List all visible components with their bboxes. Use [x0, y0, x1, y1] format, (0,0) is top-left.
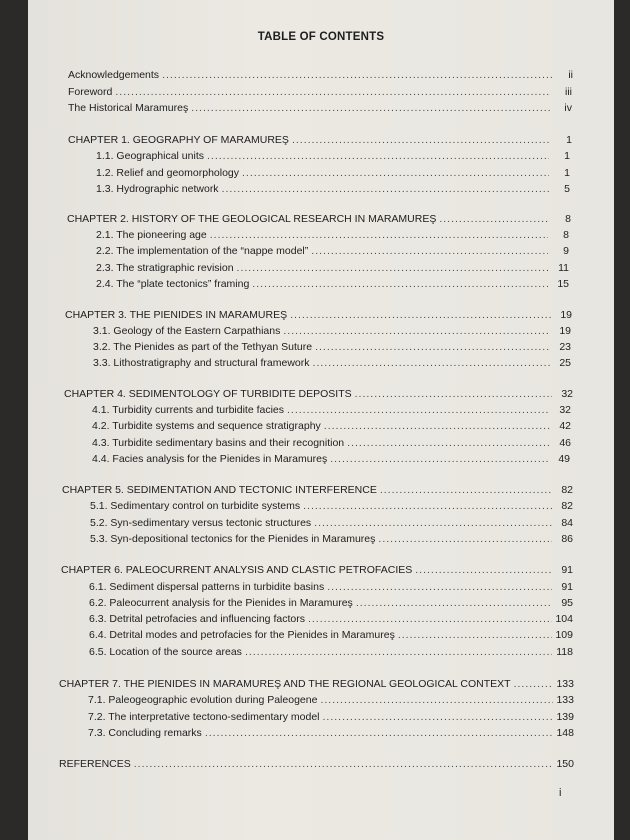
toc-entry [90, 516, 573, 530]
toc-entry [96, 166, 570, 180]
toc-entry [89, 596, 573, 610]
dot-leader [355, 387, 552, 401]
toc-entry-label: 4.3. Turbidite sedimentary basins and their recognition [92, 437, 345, 449]
toc-entry-label: 6.4. Detrital modes and petrofacies for the Pienides in Maramureş [89, 629, 395, 641]
toc-entry-label: CHAPTER 7. THE PIENIDES IN MARAMUREŞ AND THE REGIONAL GEOLOGICAL CONTEXT [59, 678, 511, 690]
dot-leader [252, 277, 548, 291]
dot-leader [162, 68, 552, 82]
toc-chapter-entry [62, 483, 573, 497]
toc-entry [68, 101, 572, 115]
toc-entry-page: 150 [556, 758, 574, 770]
toc-entry-page: 104 [555, 613, 573, 625]
toc-entry [68, 68, 573, 82]
toc-entry-page: 23 [559, 341, 571, 353]
dot-leader [378, 532, 552, 546]
toc-entry-page: iii [565, 86, 572, 98]
toc-entry [96, 149, 570, 163]
dot-leader [330, 452, 549, 466]
dot-leader [308, 612, 552, 626]
dot-leader [311, 244, 548, 258]
dot-leader [303, 499, 552, 513]
dot-leader [415, 563, 552, 577]
toc-entry-page: 91 [561, 581, 573, 593]
toc-entry [93, 324, 571, 338]
toc-entry-page: 19 [559, 325, 571, 337]
toc-entry-page: 133 [556, 694, 574, 706]
toc-entry-page: 46 [559, 437, 571, 449]
toc-entry-label: Acknowledgements [68, 69, 160, 81]
toc-entry-label: REFERENCES [59, 758, 131, 770]
toc-entry-page: iv [564, 102, 572, 114]
dot-leader [292, 133, 551, 147]
toc-chapter-entry [59, 677, 574, 691]
toc-chapter-entry [68, 133, 572, 147]
toc-entry-label: 4.4. Facies analysis for the Pienides in Maramureş [92, 453, 328, 465]
dot-leader [323, 710, 553, 724]
dot-leader [290, 308, 551, 322]
toc-entry [96, 277, 569, 291]
toc-chapter-entry [61, 563, 573, 577]
toc-entry-page: 95 [561, 597, 573, 609]
toc-entry-page: 118 [556, 646, 573, 658]
toc-entry-page: 42 [559, 420, 571, 432]
toc-entry-page: 8 [563, 229, 569, 241]
toc-entry [93, 340, 571, 354]
toc-entry [89, 645, 573, 659]
toc-entry-page: 133 [556, 678, 574, 690]
toc-entry-label: 1.2. Relief and geomorphology [96, 167, 240, 179]
toc-entry [59, 757, 574, 771]
toc-entry [96, 182, 570, 196]
toc-entry-label: 2.4. The “plate tectonics” framing [96, 278, 250, 290]
toc-entry-page: 82 [561, 500, 573, 512]
dot-leader [134, 757, 553, 771]
toc-entry [88, 693, 574, 707]
dot-leader [347, 436, 550, 450]
dot-leader [439, 212, 550, 226]
toc-entry-label: 7.2. The interpretative tectono-sedimentary model [88, 711, 320, 723]
dot-leader [242, 166, 549, 180]
page-title: TABLE OF CONTENTS [257, 31, 385, 43]
toc-entry-label: 3.1. Geology of the Eastern Carpathians [93, 325, 281, 337]
toc-entry-page: 32 [559, 404, 571, 416]
toc-entry-label: 3.2. The Pienides as part of the Tethyan Suture [93, 341, 313, 353]
toc-entry-page: 25 [559, 357, 571, 369]
toc-entry-label: 2.3. The stratigraphic revision [96, 262, 234, 274]
dot-leader [283, 324, 550, 338]
toc-entry [90, 532, 573, 546]
toc-entry-label: CHAPTER 5. SEDIMENTATION AND TECTONIC INTERFERENCE [62, 484, 377, 496]
dot-leader [324, 419, 550, 433]
toc-entry-label: 1.3. Hydrographic network [96, 183, 219, 195]
toc-entry-label: CHAPTER 3. THE PIENIDES IN MARAMUREŞ [65, 309, 288, 321]
toc-entry-page: 49 [558, 453, 570, 465]
toc-entry [96, 261, 569, 275]
dot-leader [222, 182, 549, 196]
toc-entry [89, 628, 573, 642]
dot-leader [356, 596, 552, 610]
toc-entry-label: 6.2. Paleocurrent analysis for the Pienides in Maramureş [89, 597, 353, 609]
toc-entry-page: 5 [564, 183, 570, 195]
dot-leader [237, 261, 548, 275]
document-page [28, 0, 614, 840]
toc-entry [88, 726, 574, 740]
toc-entry-label: 5.3. Syn-depositional tectonics for the Pienides in Maramureş [90, 533, 376, 545]
toc-entry-page: 19 [560, 309, 572, 321]
toc-entry-page: 148 [556, 727, 574, 739]
toc-entry-page: 84 [561, 517, 573, 529]
dot-leader [210, 228, 548, 242]
toc-entry-label: The Historical Maramureş [68, 102, 189, 114]
toc-entry-label: 7.1. Paleogeographic evolution during Paleogene [88, 694, 318, 706]
dot-leader [315, 340, 550, 354]
toc-chapter-entry [64, 387, 573, 401]
page-number: i [559, 787, 562, 799]
toc-entry [92, 403, 571, 417]
toc-entry [96, 244, 569, 258]
dot-leader [514, 677, 553, 691]
toc-entry-page: 1 [564, 167, 570, 179]
toc-entry-label: CHAPTER 6. PALEOCURRENT ANALYSIS AND CLASTIC PETROFACIES [61, 564, 413, 576]
toc-entry [92, 419, 571, 433]
table-of-contents [28, 0, 614, 840]
toc-entry-label: CHAPTER 2. HISTORY OF THE GEOLOGICAL RESEARCH IN MARAMUREŞ [67, 213, 437, 225]
toc-entry-label: 4.2. Turbidite systems and sequence stratigraphy [92, 420, 321, 432]
toc-entry-page: 1 [566, 134, 572, 146]
toc-entry-label: Foreword [68, 86, 113, 98]
toc-entry-label: 7.3. Concluding remarks [88, 727, 202, 739]
toc-entry [89, 580, 573, 594]
toc-entry-page: 15 [557, 278, 569, 290]
toc-entry-label: 6.3. Detrital petrofacies and influencing factors [89, 613, 305, 625]
dot-leader [115, 85, 551, 99]
toc-entry-page: 32 [561, 388, 573, 400]
toc-entry [88, 710, 574, 724]
toc-entry-label: 6.1. Sediment dispersal patterns in turbidite basins [89, 581, 325, 593]
dot-leader [287, 403, 550, 417]
toc-entry-label: 2.1. The pioneering age [96, 229, 207, 241]
dot-leader [313, 356, 550, 370]
toc-entry-page: 139 [556, 711, 574, 723]
toc-entry-page: 8 [565, 213, 571, 225]
dot-leader [327, 580, 552, 594]
toc-entry [92, 452, 570, 466]
toc-entry-label: 2.2. The implementation of the “nappe model” [96, 245, 309, 257]
dot-leader [380, 483, 552, 497]
toc-entry-label: 6.5. Location of the source areas [89, 646, 242, 658]
toc-entry-page: 82 [561, 484, 573, 496]
toc-entry [96, 228, 569, 242]
toc-entry-label: 4.1. Turbidity currents and turbidite facies [92, 404, 285, 416]
dot-leader [320, 693, 553, 707]
toc-entry-page: ii [568, 69, 573, 81]
dot-leader [205, 726, 553, 740]
dot-leader [207, 149, 549, 163]
toc-entry [93, 356, 571, 370]
toc-entry [90, 499, 573, 513]
toc-entry-label: 1.1. Geographical units [96, 150, 204, 162]
toc-entry-label: CHAPTER 4. SEDIMENTOLOGY OF TURBIDITE DEPOSITS [64, 388, 352, 400]
toc-entry-label: 5.1. Sedimentary control on turbidite systems [90, 500, 301, 512]
toc-chapter-entry [67, 212, 571, 226]
toc-entry-page: 11 [558, 262, 569, 274]
toc-entry [92, 436, 571, 450]
toc-entry-page: 109 [555, 629, 573, 641]
dot-leader [398, 628, 552, 642]
dot-leader [314, 516, 552, 530]
toc-entry [68, 85, 572, 99]
toc-entry-page: 86 [561, 533, 573, 545]
dot-leader [191, 101, 551, 115]
toc-chapter-entry [65, 308, 572, 322]
toc-entry [89, 612, 573, 626]
toc-entry-label: 5.2. Syn-sedimentary versus tectonic structures [90, 517, 312, 529]
dot-leader [245, 645, 552, 659]
toc-entry-page: 1 [564, 150, 570, 162]
toc-entry-page: 9 [563, 245, 569, 257]
toc-entry-label: 3.3. Lithostratigraphy and structural framework [93, 357, 310, 369]
toc-entry-label: CHAPTER 1. GEOGRAPHY OF MARAMUREŞ [68, 134, 289, 146]
toc-entry-page: 91 [561, 564, 573, 576]
